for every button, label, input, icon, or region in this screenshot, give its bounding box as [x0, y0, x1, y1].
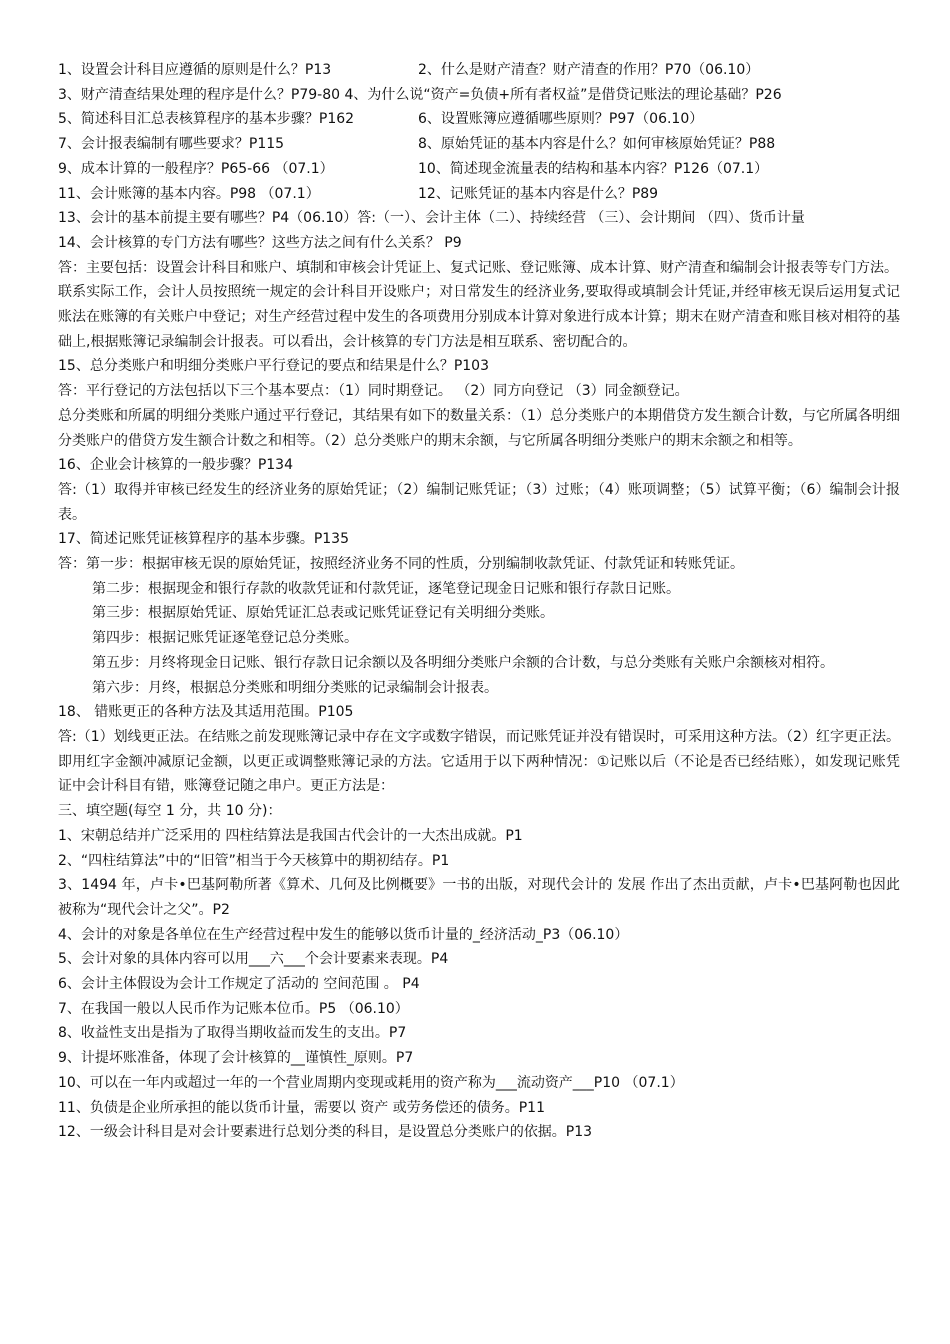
question-17-title: 17、简述记账凭证核算程序的基本步骤。P135: [58, 531, 349, 548]
step-label: 第三步：: [92, 605, 148, 622]
fill-item-4: 4、会计的对象是各单位在生产经营过程中发生的能够以货币计量的_经济活动_P3（06.10）: [58, 926, 629, 943]
question-15-title: 15、总分类账户和明细分类账户平行登记的要点和结果是什么？P103: [58, 358, 489, 375]
question-14-answer: 答：主要包括：设置会计科目和账户、填制和审核会计凭证上、复式记账、登记账簿、成本计算、财产清查和编制会计报表等专门方法。: [58, 259, 898, 276]
question-list-header: [58, 58, 900, 206]
fill-item-1: 1、宋朝总结并广泛采用的 四柱结算法是我国古代会计的一大杰出成就。P1: [58, 827, 523, 844]
fill-item-8: 8、收益性支出是指为了取得当期收益而发生的支出。P7: [58, 1025, 407, 1042]
fill-item-3: 3、1494 年，卢卡•巴基阿勒所著《算术、几何及比例概要》一书的出版，对现代会计的 发展 作出了杰出贡献，卢卡•巴基阿勒也因此被称为“现代会计之父”。P2: [58, 877, 900, 918]
step-text: 根据现金和银行存款的收款凭证和付款凭证，逐笔登记现金日记账和银行存款日记账。: [148, 580, 680, 597]
question-2: 2、什么是财产清查？财产清查的作用？P70（06.10）: [418, 62, 760, 78]
step-text: 根据审核无误的原始凭证，按照经济业务不同的性质，分别编制收款凭证、付款凭证和转账凭证。: [142, 556, 744, 573]
section-heading-fill-in: 三、填空题(每空 1 分，共 10 分)：: [58, 803, 282, 820]
question-3-4: 3、财产清查结果处理的程序是什么？P79-80 4、为什么说“资产=负债+所有者权益”是借贷记账法的理论基础？P26: [58, 86, 782, 103]
question-16-answer: 答:（1）取得并审核已经发生的经济业务的原始凭证；（2）编制记账凭证；（3）过账；（4）账项调整；（5）试算平衡；（6）编制会计报表。: [58, 481, 900, 523]
question-7: 7、会计报表编制有哪些要求？P115: [58, 136, 285, 153]
fill-item-6: 6、会计主体假设为会计工作规定了活动的 空间范围 。 P4: [58, 976, 420, 993]
question-17-step-3: [92, 601, 900, 626]
fill-item-12: 12、一级会计科目是对会计要素进行总划分类的科目，是设置总分类账户的依据。P13: [58, 1124, 593, 1141]
question-14-title: 14、会计核算的专门方法有哪些？这些方法之间有什么关系？ P9: [58, 234, 462, 251]
step-text: 月终将现金日记账、银行存款日记余额以及各明细分类账户余额的合计数，与总分类账有关账户余额核对相符。: [148, 654, 834, 671]
question-1: 1、设置会计科目应遵循的原则是什么？P13: [58, 62, 332, 78]
question-15-answer-detail: 总分类账和所属的明细分类账户通过平行登记，其结果有如下的数量关系：（1）总分类账户的本期借贷方发生额合计数，与它所属各明细分类账户的借贷方发生额合计数之和相等。（2）总分类账户的期末余额，与它所属各明细分类账户的期末余额之和相等。: [58, 407, 900, 449]
question-row: [58, 107, 900, 132]
question-13: 13、会计的基本前提主要有哪些？P4（06.10）答:（一）、会计主体（二）、持续经营 （三）、会计期间 （四）、货币计量: [58, 210, 805, 227]
question-12: 12、记账凭证的基本内容是什么？P89: [418, 185, 659, 202]
fill-item-5: 5、会计对象的具体内容可以用___六___个会计要素来表现。P4: [58, 951, 449, 968]
fill-item-2: 2、“四柱结算法”中的“旧管”相当于今天核算中的期初结存。P1: [58, 852, 450, 869]
step-label: 答：第一步：: [58, 556, 142, 573]
fill-item-9: 9、计提坏账准备，体现了会计核算的__谨慎性_原则。P7: [58, 1050, 414, 1067]
question-15-answer: 答：平行登记的方法包括以下三个基本要点：（1）同时期登记。 （2）同方向登记 （3）同金额登记。: [58, 383, 689, 400]
step-label: 第四步：: [92, 630, 148, 647]
fill-item-11: 11、负债是企业所承担的能以货币计量，需要以 资产 或劳务偿还的债务。P11: [58, 1099, 545, 1116]
question-5: 5、简述科目汇总表核算程序的基本步骤？P162: [58, 111, 355, 128]
question-row: [58, 157, 900, 182]
question-10: 10、简述现金流量表的结构和基本内容？P126（07.1）: [418, 160, 769, 177]
step-label: 第五步：: [92, 654, 148, 671]
fill-item-7: 7、在我国一般以人民币作为记账本位币。P5 （06.10）: [58, 1000, 409, 1017]
question-17-step-5: [92, 651, 900, 676]
step-text: 月终，根据总分类账和明细分类账的记录编制会计报表。: [148, 679, 498, 696]
step-label: 第六步：: [92, 679, 148, 696]
question-row: [58, 182, 900, 207]
question-17-step-6: [92, 676, 900, 701]
question-16-title: 16、企业会计核算的一般步骤？P134: [58, 457, 293, 474]
question-9: 9、成本计算的一般程序？P65-66 （07.1）: [58, 160, 334, 177]
question-row: [58, 132, 900, 157]
step-text: 根据记账凭证逐笔登记总分类账。: [148, 630, 358, 647]
fill-item-10: 10、可以在一年内或超过一年的一个营业周期内变现或耗用的资产称为___流动资产___P10 （07.1）: [58, 1074, 684, 1091]
question-18-title: 18、 错账更正的各种方法及其适用范围。P105: [58, 704, 354, 721]
question-row: [58, 83, 900, 108]
question-11: 11、会计账簿的基本内容。P98 （07.1）: [58, 185, 320, 202]
question-row: [58, 58, 900, 83]
question-14-answer-detail: 联系实际工作，会计人员按照统一规定的会计科目开设账户；对日常发生的经济业务,要取得或填制会计凭证,并经审核无误后运用复式记账法在账簿的有关账户中登记；对生产经营过程中发生的各项费用分别成本计算对象进行成本计算；期末在财产清查和账目核对相符的基础上,根据账簿记录编制会计报表。可以看出，会计核算的专门方法是相互联系、密切配合的。: [58, 284, 900, 350]
question-17-step-1: [58, 552, 900, 577]
question-8: 8、原始凭证的基本内容是什么？如何审核原始凭证？P88: [418, 136, 776, 153]
step-text: 根据原始凭证、原始凭证汇总表或记账凭证登记有关明细分类账。: [148, 605, 554, 622]
question-17-step-4: [92, 626, 900, 651]
step-label: 第二步：: [92, 580, 148, 597]
question-18-answer: 答:（1）划线更正法。在结账之前发现账簿记录中存在文字或数字错误，而记账凭证并没有错误时，可采用这种方法。（2）红字更正法。即用红字金额冲减原记金额，以更正或调整账簿记录的方法。它适用于以下两种情况：①记账以后（不论是否已经结账），如发现记账凭证中会计科目有错，账簿登记随之串户。更正方法是：: [58, 728, 900, 795]
question-6: 6、设置账簿应遵循哪些原则？P97（06.10）: [418, 111, 704, 128]
question-17-step-2: [92, 577, 900, 602]
